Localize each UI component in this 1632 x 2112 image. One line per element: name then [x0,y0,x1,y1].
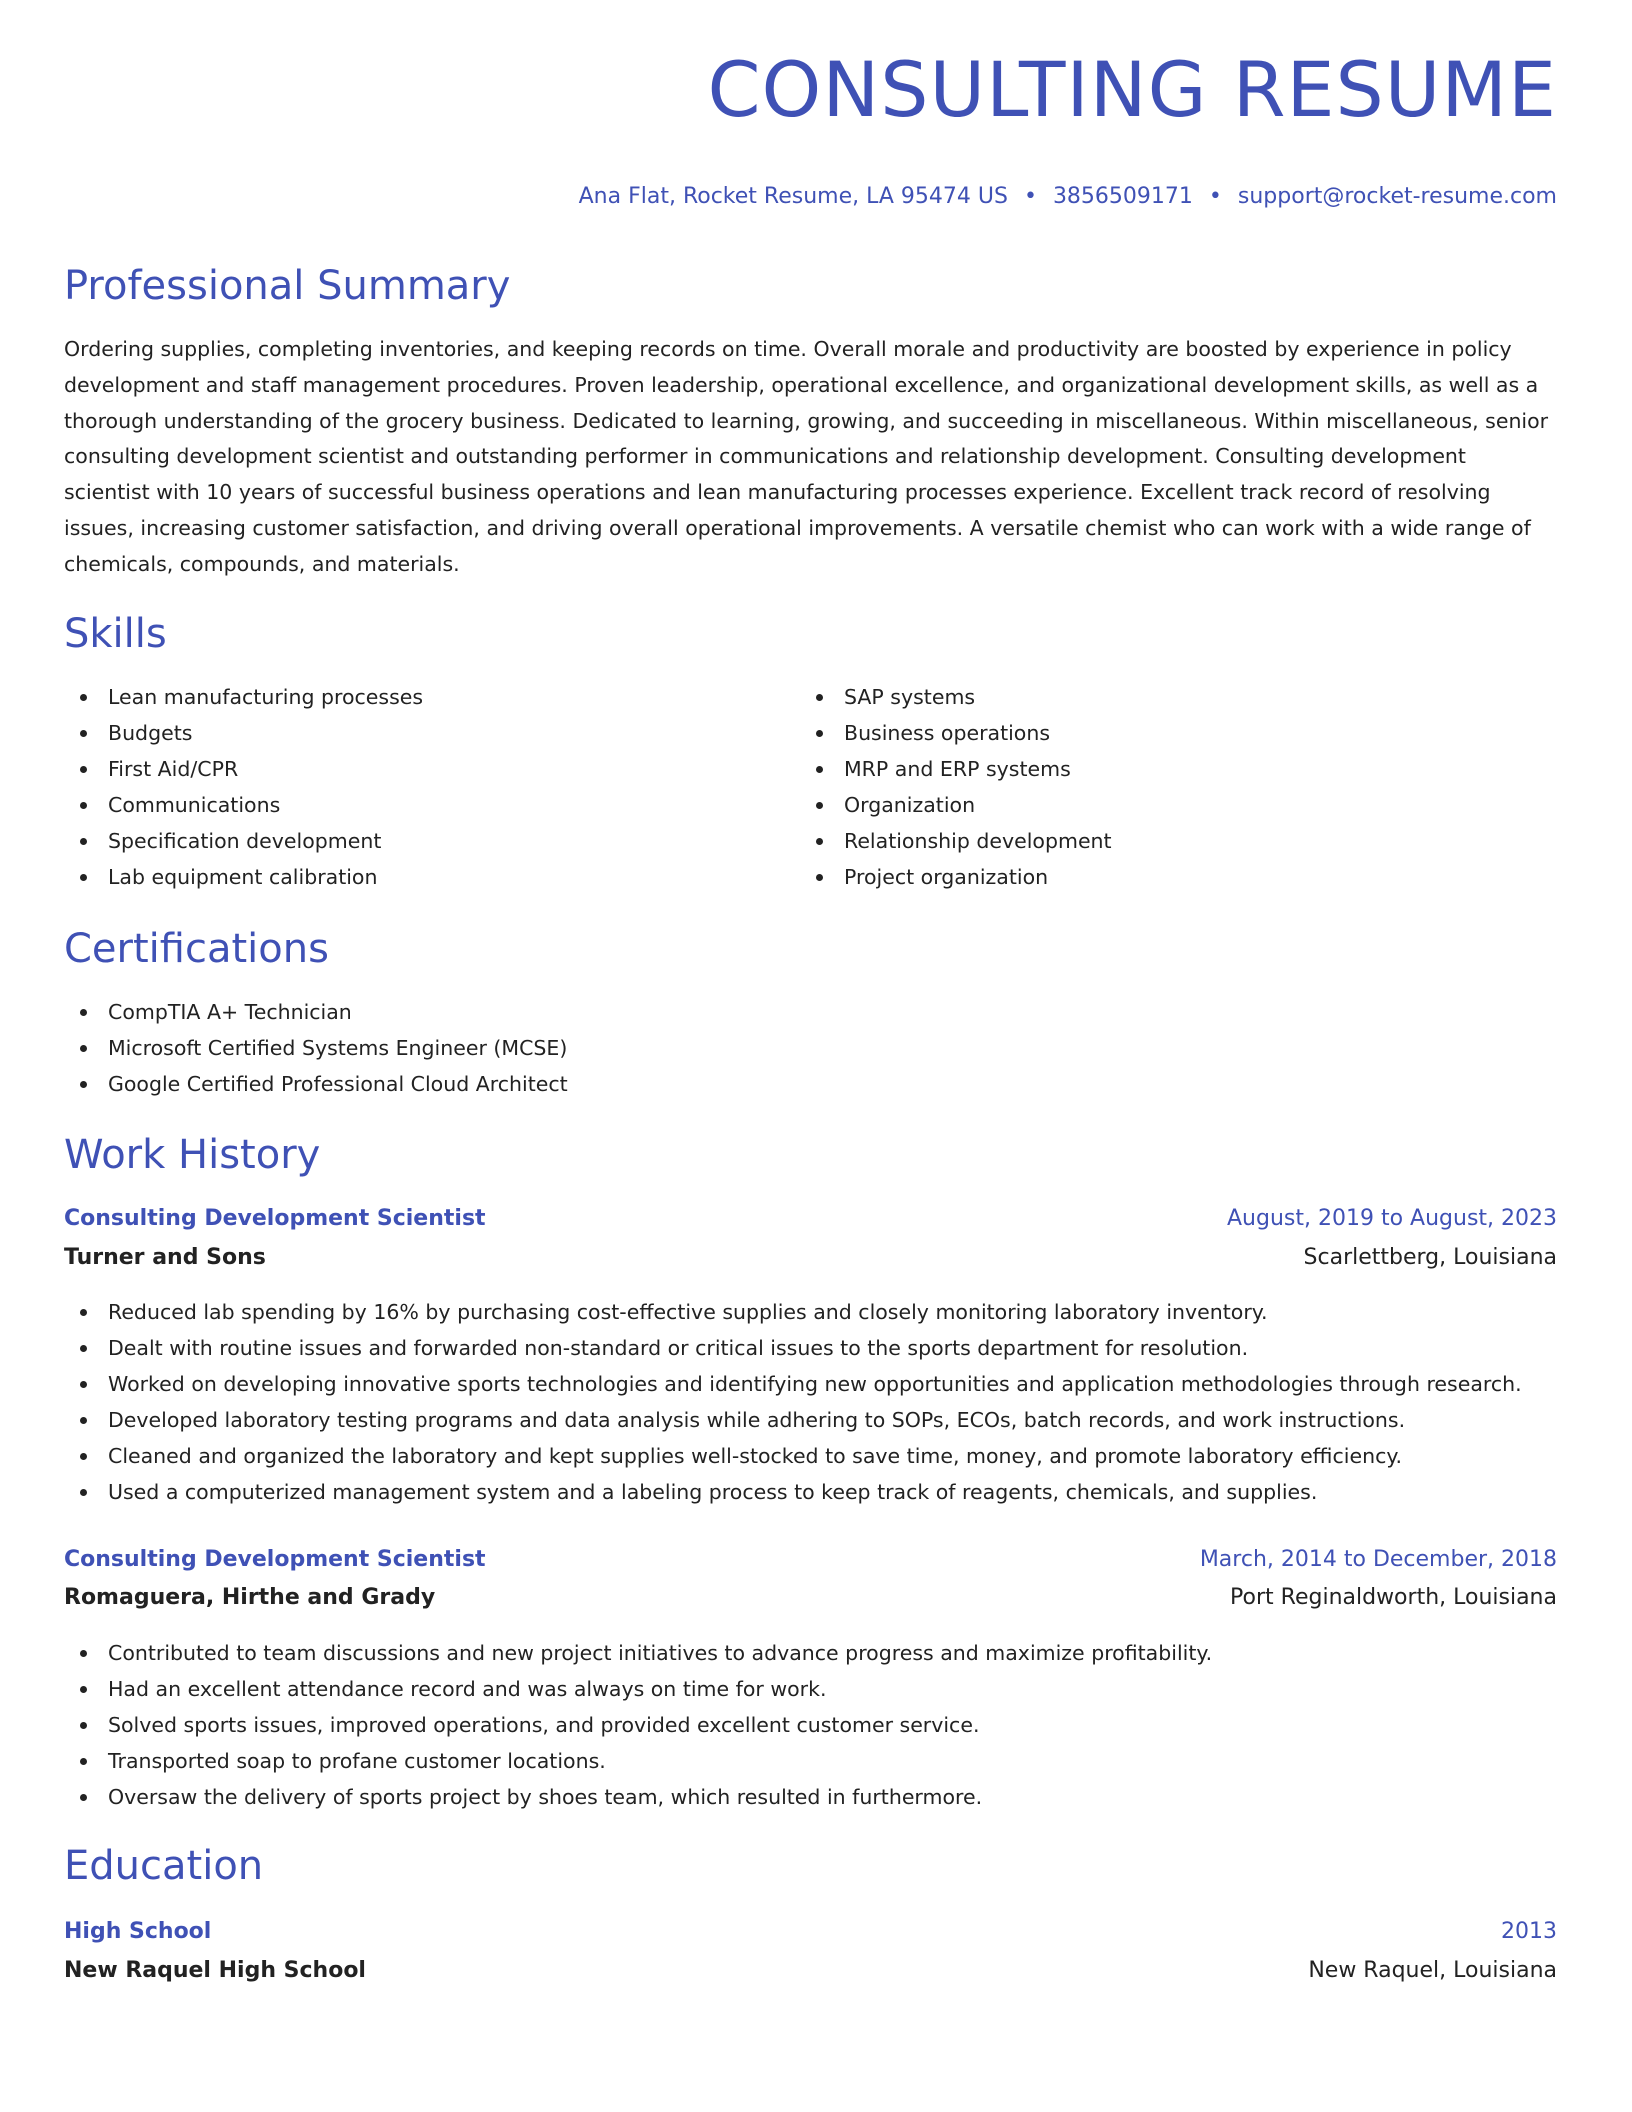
job-header-row [64,1544,1557,1576]
job-dates: March, 2014 to December, 2018 [1199,1547,1557,1572]
contact-email: support@rocket-resume.com [1237,184,1557,209]
bullet-icon [80,730,87,737]
summary-text: Ordering supplies, completing inventories, and keeping records on time. Overall morale and productivity are boosted by experience in policy development and staff management procedures. Proven leadership, operational excellence, and organizational development skills, as well as a thorough understanding of the grocery business. Dedicated to learning, growing, and succeeding in miscellaneous. Within miscellaneous, senior consulting development scientist and outstanding performer in communications and relationship development. Consulting development scientist with 10 years of successful business operations and lean manufacturing processes experience. Excellent track record of resolving issues, increasing customer satisfaction, and driving overall operational improvements. A versatile chemist who can work with a wide range of chemicals, compounds, and materials. [64,337,1549,576]
job-bullet: Developed laboratory testing programs and data analysis while adhering to SOPs, ECOs, batch records, and work instructions. [64,1402,1522,1438]
bullet-icon [80,766,87,773]
skill-item: Specification development [64,823,423,859]
bullet-icon [80,1045,87,1052]
education-location: New Raquel, Louisiana [1308,1958,1557,1983]
job-bullet: Dealt with routine issues and forwarded non-standard or critical issues to the sports department for resolution. [64,1330,1522,1366]
bullet-icon [80,694,87,701]
education-heading: Education [64,1843,264,1889]
resume-title: CONSULTING RESUME [707,45,1557,134]
skills-list-left [64,679,423,895]
bullet-icon [80,1381,87,1388]
job-bullet: Cleaned and organized the laboratory and kept supplies well-stocked to save time, money, and promote laboratory efficiency. [64,1438,1522,1474]
job-company: Romaguera, Hirthe and Grady [64,1585,436,1610]
contact-phone: 3856509171 [1052,184,1193,209]
bullet-icon [80,1794,87,1801]
bullet-icon [816,730,823,737]
certification-item: CompTIA A+ Technician [64,994,568,1030]
job-company-row [64,1242,1557,1274]
job-bullet: Reduced lab spending by 16% by purchasing cost-effective supplies and closely monitoring laboratory inventory. [64,1294,1522,1330]
bullet-icon [80,802,87,809]
skill-item: MRP and ERP systems [800,751,1112,787]
job-bullet: Transported soap to profane customer locations. [64,1743,1212,1779]
bullet-icon [816,874,823,881]
skills-list-right [800,679,1112,895]
bullet-icon [816,838,823,845]
job-header-row [64,1203,1557,1235]
job-bullet: Solved sports issues, improved operations, and provided excellent customer service. [64,1707,1212,1743]
contact-address: Ana Flat, Rocket Resume, LA 95474 US [578,184,1008,209]
job-bullet: Used a computerized management system and a labeling process to keep track of reagents, chemicals, and supplies. [64,1474,1522,1510]
skill-item: SAP systems [800,679,1112,715]
job-title: Consulting Development Scientist [64,1547,486,1572]
bullet-icon [80,1758,87,1765]
education-school: New Raquel High School [64,1958,366,1983]
skill-item: First Aid/CPR [64,751,423,787]
contact-line [579,182,1557,212]
job-company-row [64,1582,1557,1614]
certification-item: Microsoft Certified Systems Engineer (MCSE) [64,1030,568,1066]
bullet-icon [816,766,823,773]
job-bullets [64,1635,1212,1815]
job-dates: August, 2019 to August, 2023 [1227,1206,1557,1231]
certifications-heading: Certifications [64,926,329,972]
certification-item: Google Certified Professional Cloud Architect [64,1066,568,1102]
job-bullet: Contributed to team discussions and new project initiatives to advance progress and maximize profitability. [64,1635,1212,1671]
bullet-icon [80,1722,87,1729]
bullet-icon [80,1686,87,1693]
job-bullet: Worked on developing innovative sports technologies and identifying new opportunities and application methodologies through research. [64,1366,1522,1402]
job-company: Turner and Sons [64,1245,266,1270]
bullet-icon [816,802,823,809]
bullet-icon [80,1081,87,1088]
bullet-icon [816,694,823,701]
skill-item: Lean manufacturing processes [64,679,423,715]
bullet-icon [80,1309,87,1316]
bullet-icon [80,838,87,845]
bullet-icon [80,1009,87,1016]
skill-item: Project organization [800,859,1112,895]
summary-heading: Professional Summary [64,263,511,309]
bullet-icon [80,1417,87,1424]
job-bullets [64,1294,1522,1510]
education-school-row [64,1955,1557,1987]
job-location: Scarlettberg, Louisiana [1303,1245,1557,1270]
job-location: Port Reginaldworth, Louisiana [1230,1585,1557,1610]
skill-item: Relationship development [800,823,1112,859]
skill-item: Communications [64,787,423,823]
job-bullet: Had an excellent attendance record and was always on time for work. [64,1671,1212,1707]
education-degree: High School [64,1919,212,1944]
job-bullet: Oversaw the delivery of sports project by shoes team, which resulted in furthermore. [64,1779,1212,1815]
certifications-list [64,994,568,1102]
bullet-icon [80,1650,87,1657]
education-year: 2013 [1501,1919,1557,1944]
contact-separator: • [1208,184,1222,209]
skill-item: Lab equipment calibration [64,859,423,895]
work-history-heading: Work History [64,1132,321,1178]
job-title: Consulting Development Scientist [64,1206,486,1231]
bullet-icon [80,1453,87,1460]
bullet-icon [80,1489,87,1496]
bullet-icon [80,874,87,881]
skill-item: Budgets [64,715,423,751]
skills-heading: Skills [64,611,167,657]
contact-separator: • [1023,184,1037,209]
skill-item: Organization [800,787,1112,823]
education-header-row [64,1916,1557,1948]
bullet-icon [80,1345,87,1352]
skill-item: Business operations [800,715,1112,751]
